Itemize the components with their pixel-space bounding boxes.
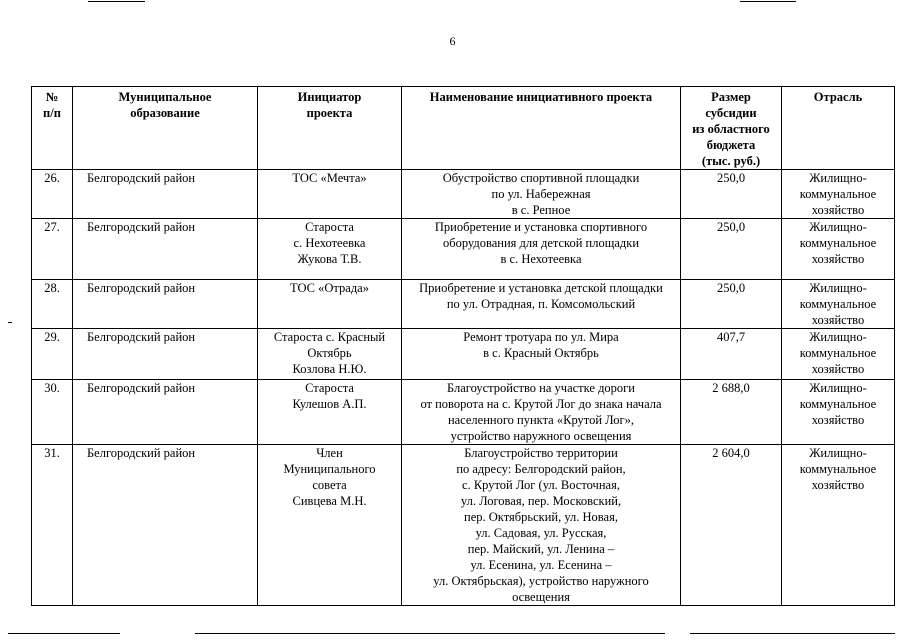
municipality-cell: Белгородский район	[73, 280, 258, 329]
subsidy-cell: 2 604,0	[681, 445, 782, 606]
cell-line: коммунальное	[799, 187, 877, 201]
cell-line: Жилищно-	[809, 281, 867, 295]
cell-line: коммунальное	[799, 462, 877, 476]
table-row	[32, 280, 895, 329]
initiator-cell	[258, 445, 402, 606]
cell-line: из областного	[692, 122, 770, 136]
cell-line: в с. Красный Октябрь	[483, 346, 599, 360]
project-cell	[402, 280, 681, 329]
cell-line: субсидии	[705, 106, 757, 120]
cell-line: освещения	[512, 590, 570, 604]
row-number: 31.	[32, 445, 73, 606]
cell-line: хозяйство	[811, 362, 865, 376]
cell-line: по адресу: Белгородский район,	[456, 462, 626, 476]
sector-cell	[782, 280, 895, 329]
cell-line: пер. Майский, ул. Ленина –	[467, 542, 615, 556]
cell-line: №	[45, 90, 59, 104]
cell-line: коммунальное	[799, 236, 877, 250]
cell-line: Наименование инициативного проекта	[429, 90, 653, 104]
cell-line: хозяйство	[811, 203, 865, 217]
cell-line: по ул. Отрадная, п. Комсомольский	[446, 297, 636, 311]
cell-line: Староста	[305, 381, 354, 395]
sector-cell	[782, 329, 895, 380]
cell-line: образование	[130, 106, 200, 120]
row-number: 28.	[32, 280, 73, 329]
cell-line: коммунальное	[799, 346, 877, 360]
cell-line: населенного пункта «Крутой Лог»,	[447, 413, 635, 427]
cell-line: проекта	[306, 106, 353, 120]
cell-line: хозяйство	[811, 478, 865, 492]
table-row	[32, 170, 895, 219]
sector-cell	[782, 170, 895, 219]
cell-line: хозяйство	[811, 313, 865, 327]
cell-line: Жилищно-	[809, 171, 867, 185]
cell-line: Жилищно-	[809, 220, 867, 234]
bottom-edge-rule-mid	[195, 633, 665, 634]
header-subsidy	[681, 87, 782, 170]
header-initiator	[258, 87, 402, 170]
municipality-cell: Белгородский район	[73, 170, 258, 219]
cell-line: Отрасль	[813, 90, 863, 104]
table-row	[32, 380, 895, 445]
cell-line: коммунальное	[799, 397, 877, 411]
bottom-edge-rule-left	[8, 633, 120, 634]
sector-cell	[782, 219, 895, 280]
cell-line: хозяйство	[811, 413, 865, 427]
cell-line: Жукова Т.В.	[297, 252, 362, 266]
cell-line: Октябрь	[307, 346, 352, 360]
page-number: 6	[449, 34, 456, 48]
row-number: 30.	[32, 380, 73, 445]
subsidy-cell: 250,0	[681, 219, 782, 280]
project-cell	[402, 170, 681, 219]
header-num	[32, 87, 73, 170]
cell-line: п/п	[43, 106, 61, 120]
cell-line: Обустройство спортивной площадки	[442, 171, 640, 185]
cell-line: Член	[316, 446, 343, 460]
project-cell	[402, 219, 681, 280]
initiator-cell	[258, 170, 402, 219]
cell-line: Кулешов А.П.	[292, 397, 367, 411]
cell-line: ул. Октябрьская), устройство наружного	[433, 574, 649, 588]
cell-line: ул. Садовая, ул. Русская,	[475, 526, 607, 540]
cell-line: в с. Нехотеевка	[500, 252, 582, 266]
cell-line: ул. Есенина, ул. Есенина –	[470, 558, 612, 572]
cell-line: бюджета	[706, 138, 756, 152]
sector-cell	[782, 445, 895, 606]
municipality-cell: Белгородский район	[73, 329, 258, 380]
projects-table	[31, 86, 895, 606]
project-cell	[402, 380, 681, 445]
cell-line: Староста с. Красный	[273, 330, 386, 344]
row-number: 26.	[32, 170, 73, 219]
initiator-cell	[258, 380, 402, 445]
cell-line: Инициатор	[297, 90, 362, 104]
header-project	[402, 87, 681, 170]
bottom-edge-rule-right	[690, 633, 895, 634]
top-edge-rule-right	[740, 1, 796, 2]
top-edge-rule-left	[88, 1, 145, 2]
cell-line: оборудования для детской площадки	[442, 236, 640, 250]
cell-line: по ул. Набережная	[491, 187, 591, 201]
table-row	[32, 329, 895, 380]
cell-line: коммунальное	[799, 297, 877, 311]
cell-line: Муниципальное	[118, 90, 212, 104]
project-cell	[402, 445, 681, 606]
cell-line: от поворота на с. Крутой Лог до знака начала	[420, 397, 662, 411]
subsidy-cell: 250,0	[681, 280, 782, 329]
row-number: 29.	[32, 329, 73, 380]
cell-line: ТОС «Отрада»	[290, 281, 369, 295]
cell-line: пер. Октябрьский, ул. Новая,	[464, 510, 618, 524]
initiator-cell	[258, 329, 402, 380]
subsidy-cell: 250,0	[681, 170, 782, 219]
municipality-cell: Белгородский район	[73, 380, 258, 445]
cell-line: Приобретение и установка детской площадки	[419, 281, 663, 295]
cell-line: Жилищно-	[809, 381, 867, 395]
initiator-cell	[258, 280, 402, 329]
cell-line: хозяйство	[811, 252, 865, 266]
cell-line: Благоустройство на участке дороги	[446, 381, 635, 395]
cell-line: Сивцева М.Н.	[292, 494, 367, 508]
cell-line: совета	[312, 478, 347, 492]
table-row	[32, 445, 895, 606]
row-number: 27.	[32, 219, 73, 280]
cell-line: с. Крутой Лог (ул. Восточная,	[462, 478, 620, 492]
scan-mark	[8, 322, 12, 323]
cell-line: ТОС «Мечта»	[292, 171, 367, 185]
cell-line: Размер	[711, 90, 751, 104]
cell-line: Ремонт тротуара по ул. Мира	[463, 330, 619, 344]
table-row	[32, 219, 895, 280]
cell-line: в с. Репное	[511, 203, 571, 217]
cell-line: устройство наружного освещения	[450, 429, 632, 443]
project-cell	[402, 329, 681, 380]
cell-line: с. Нехотеевка	[293, 236, 366, 250]
sector-cell	[782, 380, 895, 445]
subsidy-cell: 2 688,0	[681, 380, 782, 445]
header-sector	[782, 87, 895, 170]
cell-line: Козлова Н.Ю.	[292, 362, 367, 376]
cell-line: Приобретение и установка спортивного	[434, 220, 648, 234]
municipality-cell: Белгородский район	[73, 445, 258, 606]
header-municipality	[73, 87, 258, 170]
cell-line: ул. Логовая, пер. Московский,	[460, 494, 622, 508]
cell-line: Староста	[305, 220, 354, 234]
cell-line: (тыс. руб.)	[701, 154, 761, 168]
cell-line: Благоустройство территории	[464, 446, 618, 460]
municipality-cell: Белгородский район	[73, 219, 258, 280]
cell-line: Муниципального	[283, 462, 376, 476]
cell-line: Жилищно-	[809, 446, 867, 460]
cell-line: Жилищно-	[809, 330, 867, 344]
subsidy-cell: 407,7	[681, 329, 782, 380]
initiator-cell	[258, 219, 402, 280]
table-header-row	[32, 87, 895, 170]
